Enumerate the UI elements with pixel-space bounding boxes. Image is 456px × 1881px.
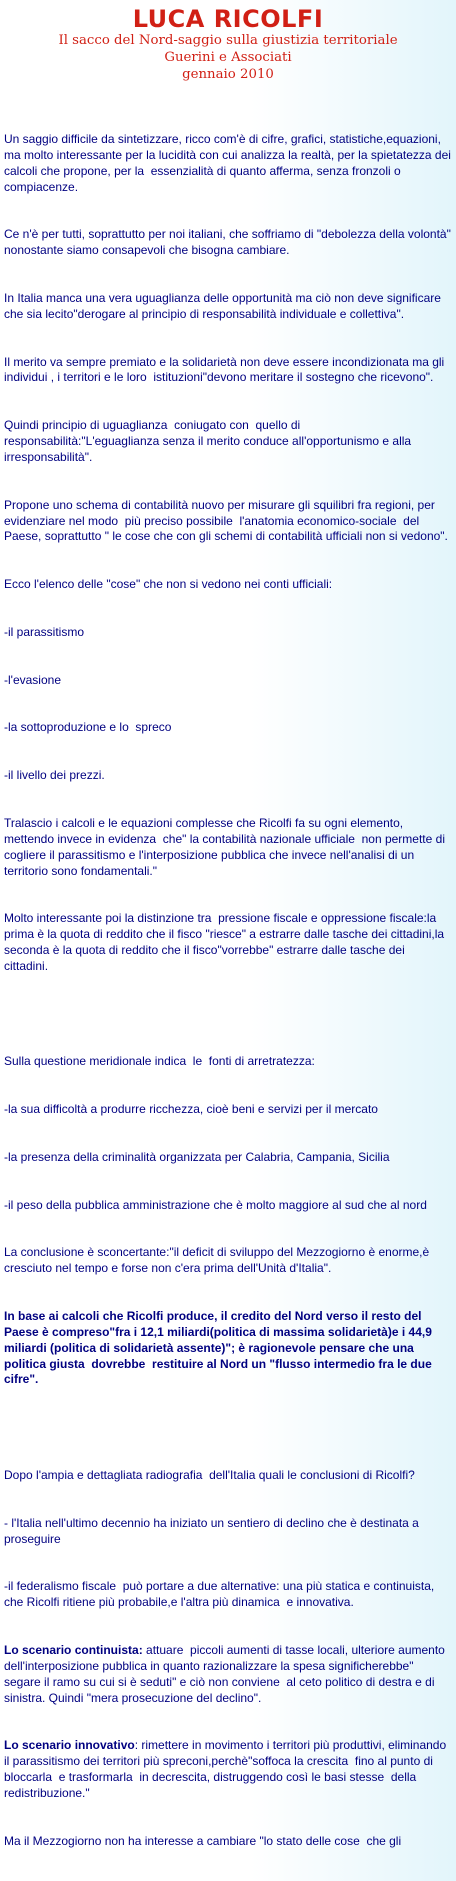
- list-item: -il parassitismo: [4, 624, 85, 639]
- paragraph: Quindi principio di uguaglianza coniugato con quello di responsabilità:"L'eguaglianza senza il merito conduce all'opportunismo e alla irresponsabilità".: [4, 418, 415, 464]
- paragraph: In Italia manca una vera uguaglianza delle opportunità ma ciò non deve significare che sia lecito"derogare al principio di responsabilità individuale e collettiva".: [4, 290, 451, 321]
- publication-date: gennaio 2010: [182, 67, 274, 82]
- paragraph: Ecco l'elenco delle "cose" che non si vedono nei conti ufficiali:: [4, 577, 333, 592]
- paragraph-spacer: [4, 1007, 452, 1023]
- scenario-continuist-label: Lo scenario continuista:: [4, 1642, 143, 1657]
- list-item: - l'Italia nell'ultimo decennio ha iniziato un sentiero di declino che è destinata a proseguire: [4, 1515, 423, 1546]
- list-item: -il peso della pubblica amministrazione che è molto maggiore al sud che al nord: [4, 1197, 427, 1212]
- page: [0, 5, 456, 1848]
- review-body: [0, 100, 456, 1881]
- publisher: Guerini e Associati: [164, 50, 292, 65]
- scenario-continuist: [4, 1643, 452, 1707]
- scenario-innovative: [4, 1738, 452, 1802]
- list-item: -la sottoproduzione e lo spreco: [4, 720, 172, 735]
- paragraph: La conclusione è sconcertante:"il deficit di sviluppo del Mezzogiorno è enorme,è cresciuto nel tempo e forse non c'era prima dell'Unità d'Italia".: [4, 1245, 433, 1276]
- book-subtitle: [0, 32, 456, 83]
- list-item: -la presenza della criminalità organizzata per Calabria, Campania, Sicilia: [4, 1149, 390, 1164]
- scenario-innovative-text: : rimettere in movimento i territori più produttivi, eliminando il parassitismo dei territori più spreconi,perchè"soffoca la crescita fino al punto di bloccarla e trasformarla in decrescita, distruggendo così le basi stesse della redistribuzione.": [4, 1738, 450, 1801]
- list-item: -il federalismo fiscale può portare a due alternative: una più statica e continuista, che Ricolfi ritiene più probabile,e l'altra più dinamica e innovativa.: [4, 1579, 438, 1610]
- paragraph: Sulla questione meridionale indica le fonti di arretratezza:: [4, 1054, 315, 1069]
- paragraph: Ma il Mezzogiorno non ha interesse a cambiare "lo stato delle cose che gli: [4, 1833, 402, 1848]
- paragraph-spacer: [4, 1420, 452, 1436]
- paragraph: Un saggio difficile da sintetizzare, ricco com'è di cifre, grafici, statistiche,equazioni, ma molto interessante per la lucidità con cui analizza la realtà, per la spietatezza dei calcoli che propone, per la essenzialità di quanto afferma, senza fronzoli o compiacenze.: [4, 131, 455, 194]
- list-item: -l'evasione: [4, 672, 61, 687]
- scenario-innovative-label: Lo scenario innovativo: [4, 1738, 135, 1753]
- paragraph: Molto interessante poi la distinzione tra pressione fiscale e oppressione fiscale:la prima è la quota di reddito che il fisco "riesce" a estrarre dalle tasche dei cittadini,la seconda è la quota di reddito che il fisco"vorrebbe" estrarre dalle tasche dei cittadini.: [4, 911, 448, 973]
- paragraph: Ce n'è per tutti, soprattutto per noi italiani, che soffriamo di "debolezza della volontà" nonostante siamo consapevoli che bisogna cambiare.: [4, 227, 455, 258]
- list-item: -il livello dei prezzi.: [4, 768, 105, 783]
- book-title: Il sacco del Nord-saggio sulla giustizia territoriale: [58, 33, 398, 48]
- paragraph: Dopo l'ampia e dettagliata radiografia dell'Italia quali le conclusioni di Ricolfi?: [4, 1467, 415, 1482]
- paragraph: Il merito va sempre premiato e la solidarietà non deve essere incondizionata ma gli individui , i territori e le loro istituzioni"devono meritare il sostegno che ricevono".: [4, 354, 448, 385]
- paragraph: Tralascio i calcoli e le equazioni complesse che Ricolfi fa su ogni elemento, mettendo invece in evidenza che" la contabilità nazionale ufficiale non permette di cogliere il parassitismo e l'interposizione pubblica che invece nell'analisi di un territorio sono fondamentali.": [4, 815, 449, 878]
- bold-conclusion-paragraph: In base ai calcoli che Ricolfi produce, il credito del Nord verso il resto del Paese è compreso"fra i 12,1 miliardi(politica di massima solidarietà)e i 44,9 miliardi (politica di solidarietà assente)"; è ragionevole pensare che una politica giusta dovrebbe restituire al Nord un "flusso intermedio fra le due cifre".: [4, 1308, 436, 1387]
- author-title: LUCA RICOLFI: [132, 5, 324, 33]
- paragraph: Propone uno schema di contabilità nuovo per misurare gli squilibri fra regioni, per evidenziare nel modo più preciso possibile l'anatomia economico-sociale del Paese, soprattutto " le cose che con gli schemi di contabilità ufficiali non si vedono".: [4, 497, 448, 544]
- scenario-continuist-text: attuare piccoli aumenti di tasse locali, ulteriore aumento dell'interposizione pubblica in quanto razionalizzare la spesa significherebbe" segare il ramo su cui si è seduti" e ciò non conviene al ceto politico di destra e di sinistra. Quindi "mera prosecuzione del declino".: [4, 1642, 449, 1705]
- list-item: -la sua difficoltà a produrre ricchezza, cioè beni e servizi per il mercato: [4, 1102, 378, 1117]
